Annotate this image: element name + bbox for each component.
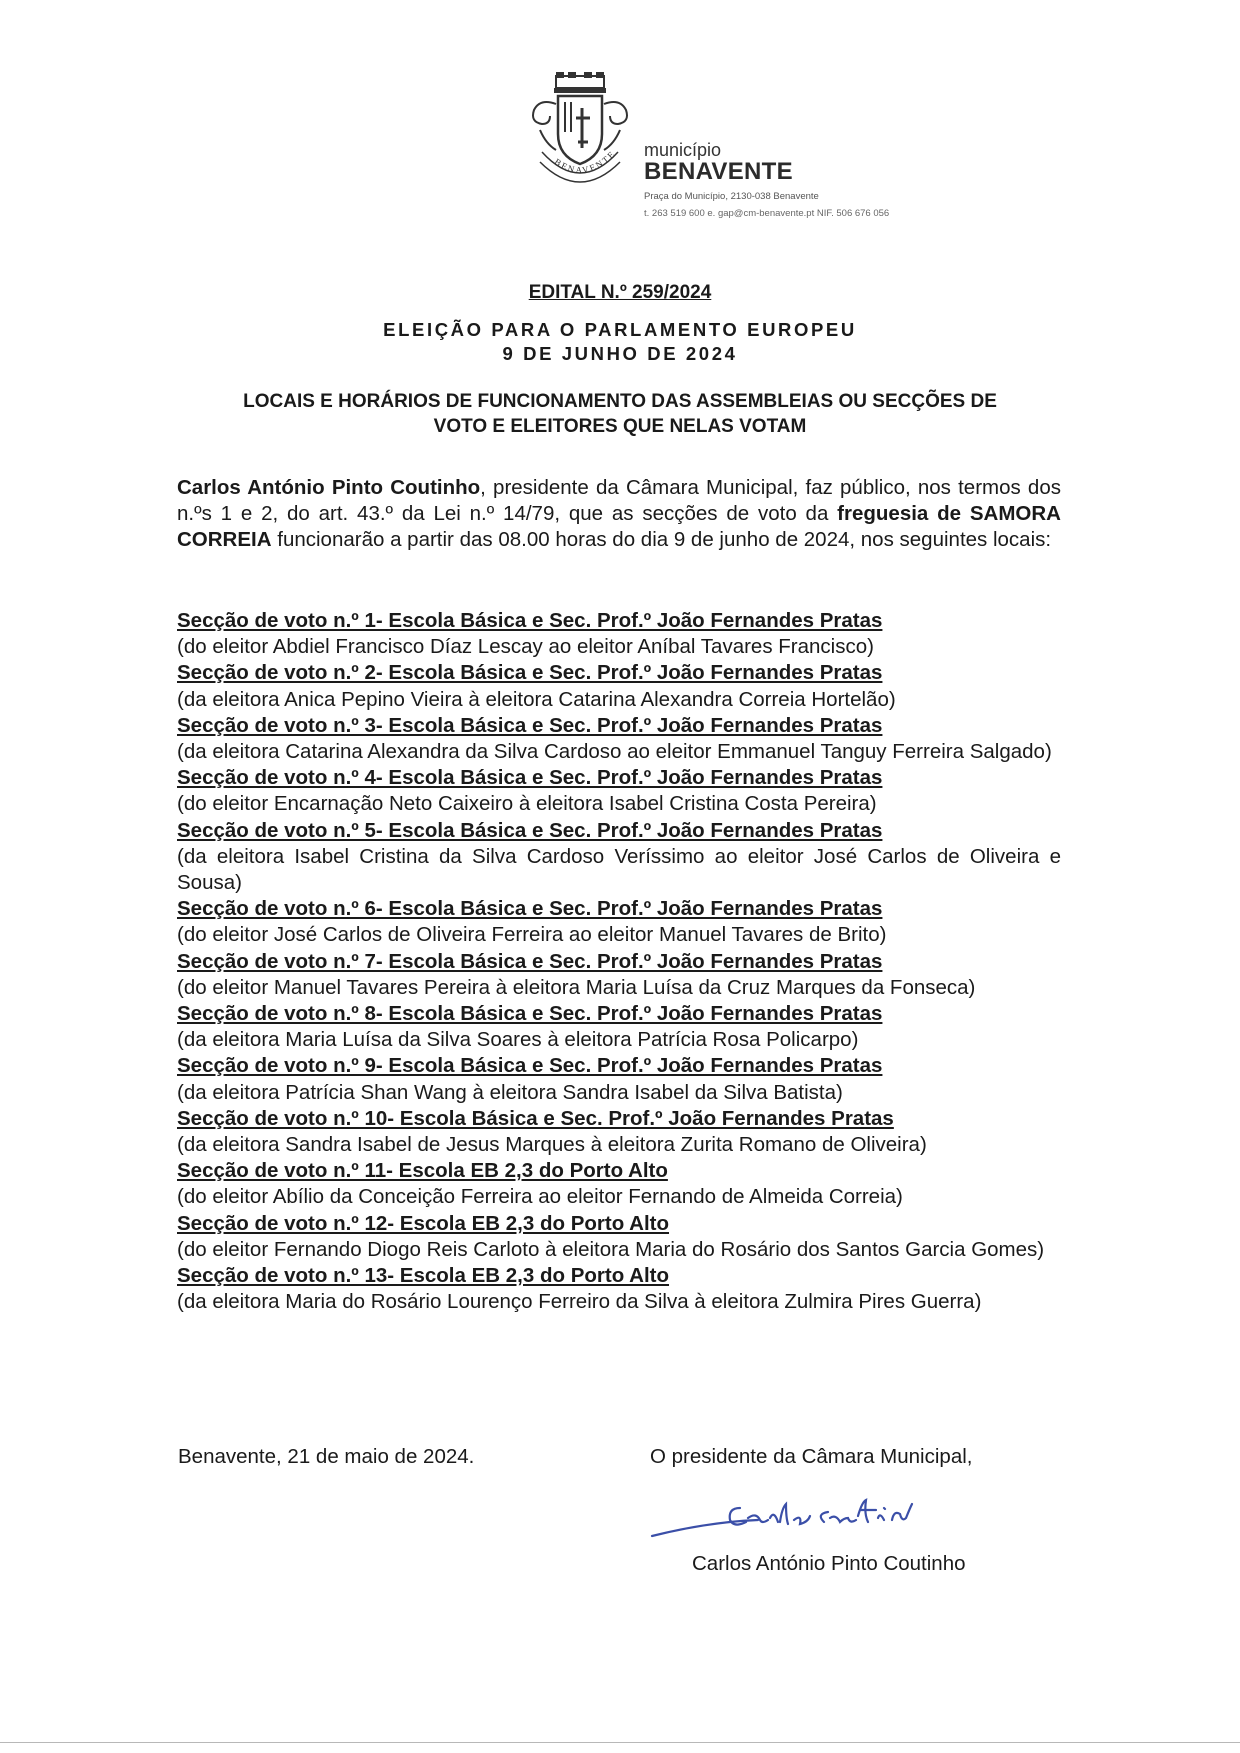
section-voters: (da eleitora Maria do Rosário Lourenço Ferreiro da Silva à eleitora Zulmira Pires Guerra) bbox=[177, 1290, 982, 1314]
section-voters: (do eleitor Manuel Tavares Pereira à eleitora Maria Luísa da Cruz Marques da Fonseca) bbox=[177, 975, 976, 999]
parish-name: freguesia de SAMORA CORREIA bbox=[177, 502, 1061, 552]
section-heading: Secção de voto n.º 6- Escola Básica e Sec. Prof.º João Fernandes Pratas bbox=[177, 897, 883, 921]
place-date: Benavente, 21 de maio de 2024. bbox=[178, 1445, 475, 1468]
section-heading: Secção de voto n.º 9- Escola Básica e Sec. Prof.º João Fernandes Pratas bbox=[177, 1054, 883, 1078]
polling-section bbox=[177, 1263, 1061, 1315]
section-voters: (da eleitora Isabel Cristina da Silva Cardoso Veríssimo ao eleitor José Carlos de Oliveira e Sousa) bbox=[177, 844, 1061, 895]
president-name: Carlos António Pinto Coutinho bbox=[177, 476, 481, 499]
election-title-line2: 9 DE JUNHO DE 2024 bbox=[502, 343, 738, 364]
section-heading: Secção de voto n.º 5- Escola Básica e Sec. Prof.º João Fernandes Pratas bbox=[177, 818, 883, 842]
election-title bbox=[0, 318, 1240, 366]
section-heading: Secção de voto n.º 12- Escola EB 2,3 do Porto Alto bbox=[177, 1211, 670, 1235]
polling-sections-list bbox=[177, 608, 1061, 1315]
polling-section bbox=[177, 818, 1061, 897]
intro-paragraph bbox=[177, 475, 1061, 554]
section-heading: Secção de voto n.º 3- Escola Básica e Sec. Prof.º João Fernandes Pratas bbox=[177, 713, 883, 737]
handwritten-signature bbox=[648, 1478, 1008, 1548]
edital-number: EDITAL N.º 259/2024 bbox=[528, 282, 712, 303]
polling-section bbox=[177, 765, 1061, 817]
footer-divider bbox=[0, 1742, 1240, 1743]
signer-name: Carlos António Pinto Coutinho bbox=[692, 1552, 966, 1575]
section-voters: (da eleitora Anica Pepino Vieira à eleitora Catarina Alexandra Correia Hortelão) bbox=[177, 687, 896, 711]
section-voters: (do eleitor Abdiel Francisco Díaz Lescay ao eleitor Aníbal Tavares Francisco) bbox=[177, 635, 874, 659]
polling-section bbox=[177, 1211, 1061, 1263]
section-voters: (do eleitor Encarnação Neto Caixeiro à eleitora Isabel Cristina Costa Pereira) bbox=[177, 792, 877, 816]
edital-subtitle bbox=[0, 389, 1240, 439]
org-name: BENAVENTE bbox=[644, 158, 793, 185]
polling-section bbox=[177, 713, 1061, 765]
section-heading: Secção de voto n.º 1- Escola Básica e Sec. Prof.º João Fernandes Pratas bbox=[177, 609, 883, 632]
crest-motto: BENAVENTE bbox=[552, 148, 618, 176]
section-heading: Secção de voto n.º 10- Escola Básica e Sec. Prof.º João Fernandes Pratas bbox=[177, 1106, 894, 1130]
intro-text-part2: funcionarão a partir das 08.00 horas do dia 9 de junho de 2024, nos seguintes locais: bbox=[271, 528, 1052, 552]
org-contacts: t. 263 519 600 e. gap@cm-benavente.pt NIF. 506 676 056 bbox=[644, 208, 890, 219]
edital-subtitle-line2: VOTO E ELEITORES QUE NELAS VOTAM bbox=[433, 416, 807, 437]
letterhead bbox=[520, 72, 960, 232]
edital-subtitle-line1: LOCAIS E HORÁRIOS DE FUNCIONAMENTO DAS ASSEMBLEIAS OU SECÇÕES DE bbox=[243, 391, 997, 412]
intro-text-part1: , presidente da Câmara Municipal, faz público, nos termos dos n.ºs 1 e 2, do art. 43.º da Lei n.º 14/79, que as secções de voto da bbox=[177, 476, 1061, 526]
section-heading: Secção de voto n.º 4- Escola Básica e Sec. Prof.º João Fernandes Pratas bbox=[177, 766, 883, 790]
section-voters: (do eleitor Fernando Diogo Reis Carloto à eleitora Maria do Rosário dos Santos Garcia Gomes) bbox=[177, 1237, 1045, 1261]
polling-section bbox=[177, 1106, 1061, 1158]
section-heading: Secção de voto n.º 2- Escola Básica e Sec. Prof.º João Fernandes Pratas bbox=[177, 661, 883, 685]
section-voters: (da eleitora Maria Luísa da Silva Soares à eleitora Patrícia Rosa Policarpo) bbox=[177, 1028, 859, 1052]
section-heading: Secção de voto n.º 8- Escola Básica e Sec. Prof.º João Fernandes Pratas bbox=[177, 1002, 883, 1026]
section-heading: Secção de voto n.º 11- Escola EB 2,3 do Porto Alto bbox=[177, 1159, 668, 1183]
org-address: Praça do Município, 2130-038 Benavente bbox=[644, 191, 819, 202]
polling-section bbox=[177, 896, 1061, 948]
polling-section bbox=[177, 1053, 1061, 1105]
polling-section bbox=[177, 608, 1061, 660]
signer-role: O presidente da Câmara Municipal, bbox=[650, 1445, 973, 1468]
section-voters: (da eleitora Catarina Alexandra da Silva Cardoso ao eleitor Emmanuel Tanguy Ferreira Salgado) bbox=[177, 740, 1052, 764]
polling-section bbox=[177, 949, 1061, 1001]
polling-section bbox=[177, 660, 1061, 712]
municipal-crest-icon bbox=[520, 72, 640, 192]
section-voters: (da eleitora Patrícia Shan Wang à eleitora Sandra Isabel da Silva Batista) bbox=[177, 1080, 843, 1104]
election-title-line1: ELEIÇÃO PARA O PARLAMENTO EUROPEU bbox=[383, 319, 857, 340]
polling-section bbox=[177, 1001, 1061, 1053]
section-voters: (do eleitor José Carlos de Oliveira Ferreira ao eleitor Manuel Tavares de Brito) bbox=[177, 923, 887, 947]
polling-section bbox=[177, 1158, 1061, 1210]
section-heading: Secção de voto n.º 13- Escola EB 2,3 do Porto Alto bbox=[177, 1264, 670, 1288]
section-heading: Secção de voto n.º 7- Escola Básica e Sec. Prof.º João Fernandes Pratas bbox=[177, 949, 883, 973]
section-voters: (do eleitor Abílio da Conceição Ferreira ao eleitor Fernando de Almeida Correia) bbox=[177, 1185, 903, 1209]
section-voters: (da eleitora Sandra Isabel de Jesus Marques à eleitora Zurita Romano de Oliveira) bbox=[177, 1133, 927, 1157]
org-prefix: município bbox=[644, 140, 722, 160]
